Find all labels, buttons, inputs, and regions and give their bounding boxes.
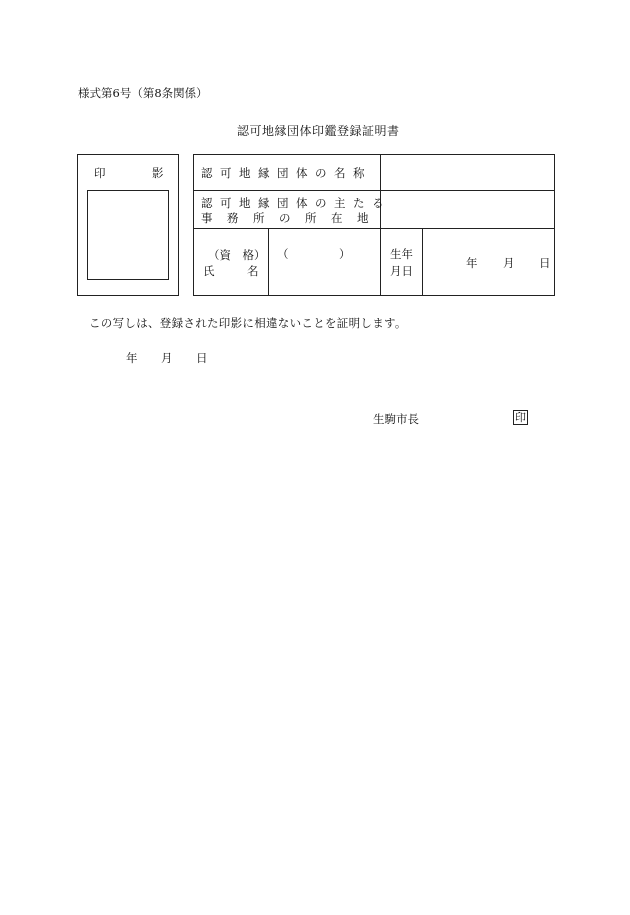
birth-date-label-line1: 生年: [390, 247, 413, 261]
seal-impression-label-left: 印: [94, 166, 106, 180]
seal-impression-area: [87, 190, 169, 280]
office-address-label-line1: 認可地縁団体の主たる: [201, 196, 391, 210]
birth-year-label: 年: [466, 256, 478, 270]
issue-day-label: 日: [196, 351, 208, 365]
capacity-paren-close: ）: [339, 247, 351, 261]
capacity-paren-open: （: [277, 247, 289, 261]
birth-month-label: 月: [503, 256, 515, 270]
issuing-authority: 生駒市長: [373, 412, 419, 426]
birth-day-label: 日: [539, 256, 551, 270]
issue-year-label: 年: [126, 351, 138, 365]
form-number: 様式第6号（第8条関係）: [78, 86, 208, 100]
table-row-divider-1: [194, 190, 554, 191]
seal-impression-label-right: 影: [152, 166, 164, 180]
birth-date-label-line2: 月日: [390, 264, 413, 278]
official-seal-mark: 印: [515, 411, 526, 424]
capacity-label: （資 格）: [208, 248, 266, 262]
group-name-label: 認可地縁団体の名称: [201, 166, 372, 180]
name-label-right: 名: [247, 264, 259, 278]
office-address-label-line2: 事務所の所在地: [201, 211, 383, 225]
certification-statement: この写しは、登録された印影に相違ないことを証明します。: [89, 316, 407, 330]
document-title: 認可地縁団体印鑑登録証明書: [237, 124, 400, 138]
name-label-left: 氏: [203, 264, 215, 278]
table-name-column-divider: [268, 228, 269, 295]
table-row-divider-2: [194, 228, 554, 229]
table-birth-column-divider: [422, 228, 423, 295]
issue-month-label: 月: [161, 351, 173, 365]
